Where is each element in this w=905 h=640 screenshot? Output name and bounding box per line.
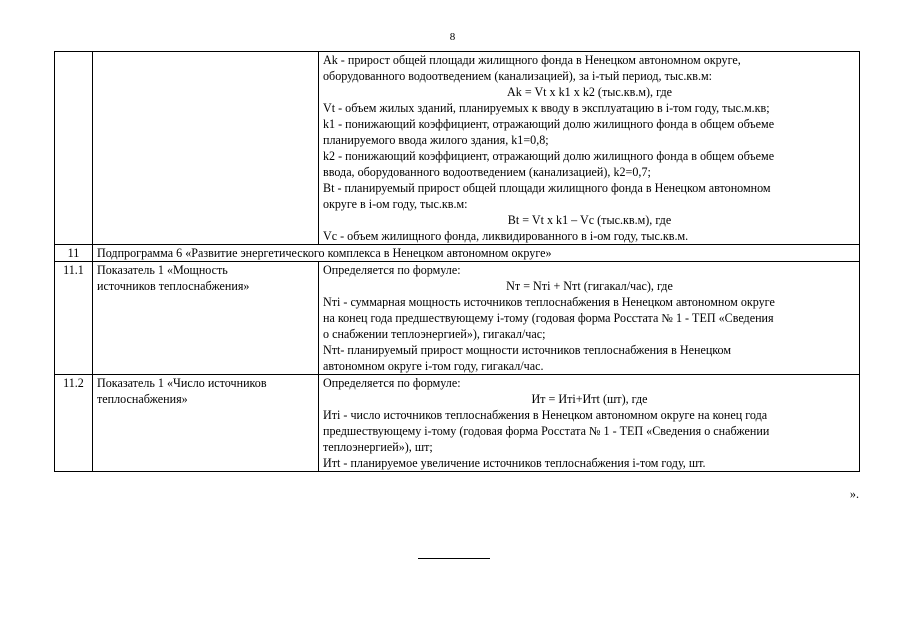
description-line: Bt - планируемый прирост общей площади жилищного фонда в Ненецком автономном [323, 181, 771, 195]
indicator-name-line: источников теплоснабжения» [97, 279, 250, 293]
formula-line: Bt = Vt x k1 – Vc (тыс.кв.м), где [507, 213, 672, 227]
description-line: ввода, оборудованного водоотведением (канализацией), k2=0,7; [323, 165, 651, 179]
indicator-name-line: Показатель 1 «Мощность [97, 263, 228, 277]
description-line: Nтi - суммарная мощность источников теплоснабжения в Ненецком автономном округе [323, 295, 775, 309]
subprogram-title-cell: Подпрограмма 6 «Развитие энергетического комплекса в Ненецком автономном округе» [93, 245, 860, 262]
indicator-name-cell [93, 375, 319, 472]
description-line: округе в i-ом году, тыс.кв.м: [323, 197, 468, 211]
formula-line: Ит = Итi+Итt (шт), где [531, 392, 648, 406]
closing-quote-mark: ». [849, 487, 859, 501]
indicator-name-line: Показатель 1 «Число источников [97, 376, 267, 390]
description-line: Итi - число источников теплоснабжения в Ненецком автономном округе на конец года [323, 408, 768, 422]
footer-divider [418, 558, 490, 559]
description-line: оборудованного водоотведением (канализацией), за i-тый период, тыс.кв.м: [323, 69, 713, 83]
description-line: Nтt- планируемый прирост мощности источников теплоснабжения в Ненецком [323, 343, 732, 357]
description-line: о снабжении теплоэнергией»), гигакал/час; [323, 327, 546, 341]
description-line: Vc - объем жилищного фонда, ликвидированного в i-ом году, тыс.кв.м. [323, 229, 689, 243]
table-row [55, 52, 860, 245]
description-line: автономном округе i-том году, гигакал/час. [323, 359, 544, 373]
page-number: 8 [449, 31, 456, 43]
row-number-cell: 11.1 [55, 262, 93, 375]
description-line: k1 - понижающий коэффициент, отражающий долю жилищного фонда в общем объеме [323, 117, 775, 131]
row-number-cell [55, 52, 93, 245]
description-line: на конец года предшествующему i-тому (годовая форма Росстата № 1 - ТЕП «Сведения [323, 311, 774, 325]
indicator-table [54, 51, 860, 472]
description-line: теплоэнергией»), шт; [323, 440, 433, 454]
description-line: Ak - прирост общей площади жилищного фонда в Ненецком автономном округе, [323, 53, 741, 67]
indicator-name-cell [93, 262, 319, 375]
formula-line: Nт = Nтi + Nтt (гигакал/час), где [506, 279, 673, 293]
description-line: k2 - понижающий коэффициент, отражающий долю жилищного фонда в общем объеме [323, 149, 775, 163]
indicator-description-cell [319, 262, 860, 375]
table-row [55, 262, 860, 375]
description-line: Определяется по формуле: [323, 376, 461, 390]
row-number-cell: 11.2 [55, 375, 93, 472]
description-line: Итt - планируемое увеличение источников теплоснабжения i-том году, шт. [323, 456, 706, 470]
table-row [55, 245, 860, 262]
indicator-name-line: теплоснабжения» [97, 392, 188, 406]
description-line: предшествующему i-тому (годовая форма Росстата № 1 - ТЕП «Сведения о снабжении [323, 424, 770, 438]
description-line: Определяется по формуле: [323, 263, 461, 277]
row-number-cell: 11 [55, 245, 93, 262]
formula-line: Ak = Vt x k1 x k2 (тыс.кв.м), где [507, 85, 672, 99]
indicator-name-cell [93, 52, 319, 245]
indicator-description-cell [319, 52, 860, 245]
indicator-description-cell [319, 375, 860, 472]
table-row [55, 375, 860, 472]
description-line: планируемого ввода жилого здания, k1=0,8; [323, 133, 549, 147]
description-line: Vt - объем жилых зданий, планируемых к вводу в эксплуатацию в i-том году, тыс.м.кв; [323, 101, 770, 115]
